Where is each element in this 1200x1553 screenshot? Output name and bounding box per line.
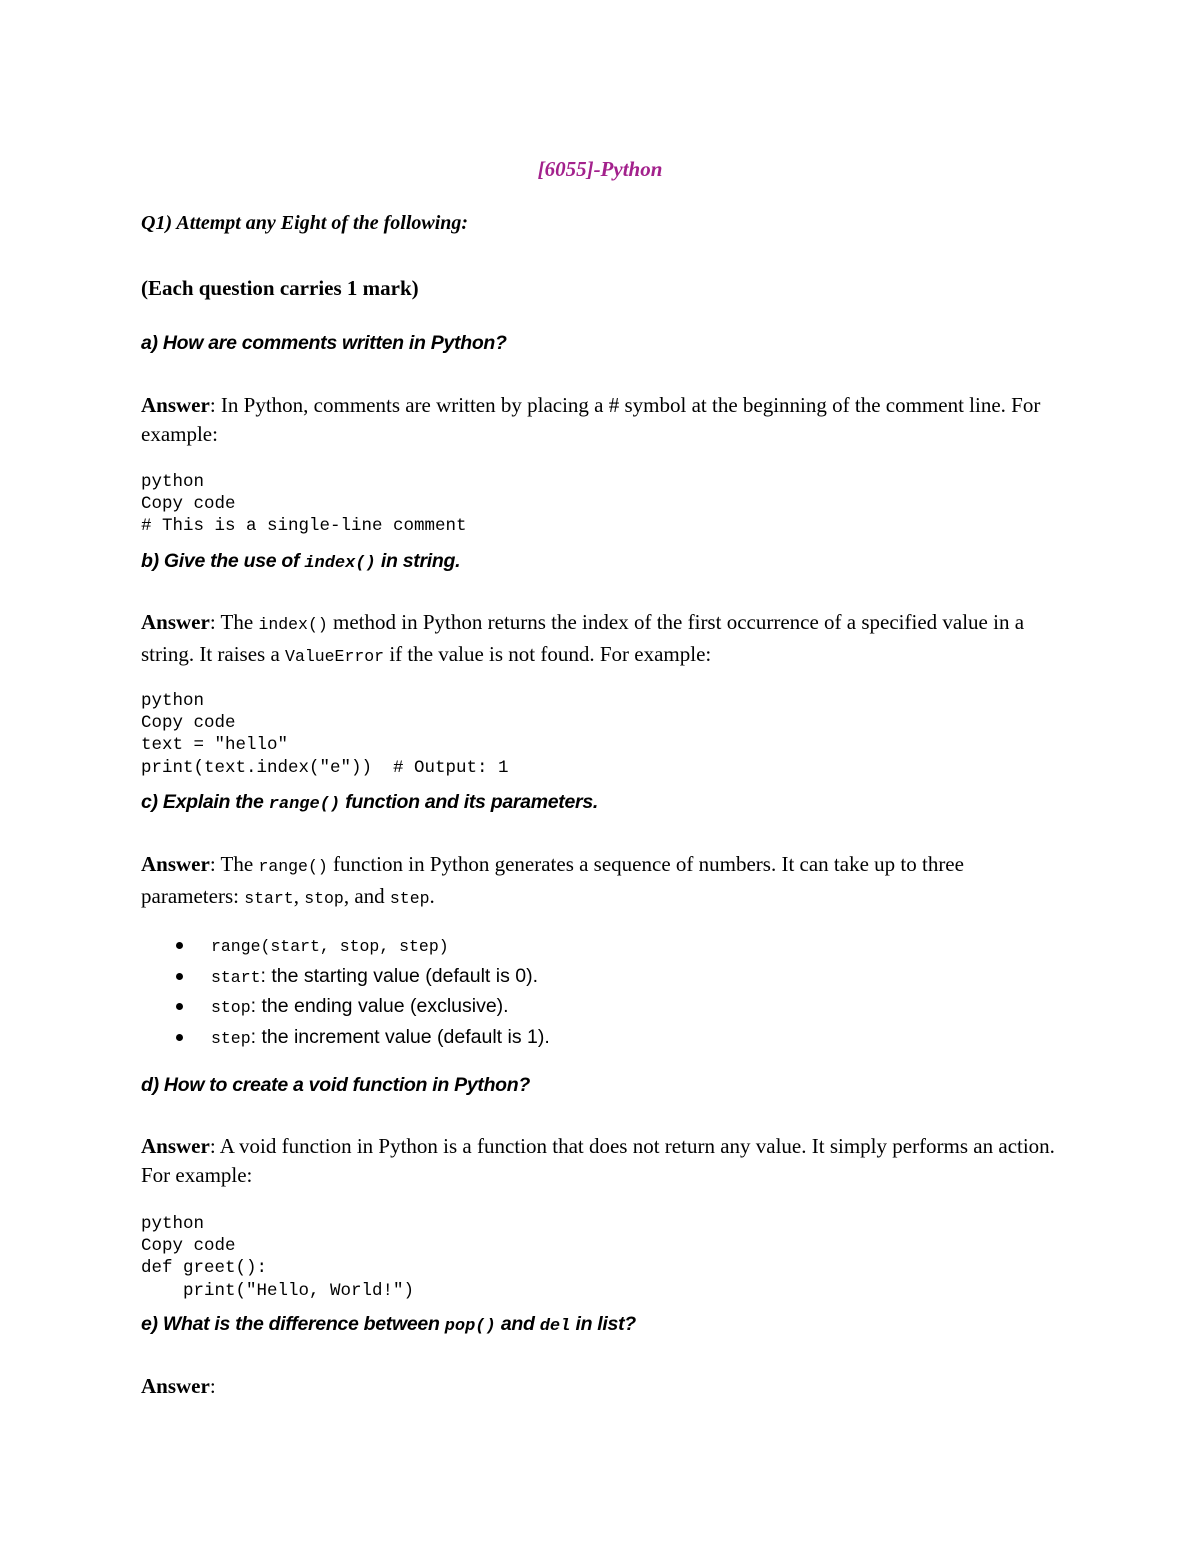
question-a-heading: a) How are comments written in Python? [141, 332, 507, 354]
list-item [141, 992, 550, 1023]
inline-code: index() [258, 615, 328, 634]
answer-text: , [293, 883, 305, 908]
inline-code: ValueError [285, 646, 385, 666]
answer-label: Answer [141, 610, 210, 634]
heading-code: index() [304, 554, 376, 573]
answer-text: : A void function in Python is a function that does not return any value. It simply performs an action. For example: [141, 1134, 1055, 1187]
code-line: python [141, 1214, 205, 1234]
answer-text: : In Python, comments are written by placing a # symbol at the beginning of the comment line. For example: [141, 393, 1041, 446]
heading-text: in string. [375, 550, 461, 572]
inline-code: stop [211, 998, 251, 1017]
code-line: Copy code [141, 713, 236, 734]
list-item-text: : the ending value (exclusive). [250, 995, 509, 1017]
question-c-heading [141, 791, 598, 814]
list-item [141, 931, 550, 962]
answer-text: if the value is not found. For example: [384, 641, 712, 666]
inline-code: step [389, 888, 430, 908]
question-b-answer [141, 608, 1061, 671]
range-parameter-list [141, 931, 550, 1053]
answer-text: , and [343, 883, 390, 908]
code-line: # This is a single-line comment [141, 516, 467, 537]
heading-text: function and its parameters. [340, 791, 598, 813]
code-line: python [141, 691, 205, 711]
answer-text: function in Python generates a sequence of numbers. It can take up to three parameters: [141, 852, 964, 908]
list-item [141, 962, 550, 993]
inline-code: stop [304, 888, 344, 908]
inline-code: range() [258, 857, 328, 876]
question-c-answer [141, 850, 1061, 913]
inline-code: start [211, 967, 261, 987]
code-line: Copy code [141, 1236, 236, 1257]
answer-label: Answer [141, 852, 210, 876]
answer-label: Answer [141, 1134, 210, 1158]
code-line: python [141, 472, 205, 492]
code-block-d [141, 1213, 414, 1302]
answer-label: Answer [141, 1374, 210, 1398]
answer-text: : [209, 1374, 216, 1398]
code-line: def greet(): [141, 1258, 268, 1279]
answer-text: : The [209, 852, 259, 876]
list-item-text: : the starting value (default is 0). [260, 964, 538, 987]
heading-text: b) Give the use of [141, 550, 305, 572]
heading-text: c) Explain the [141, 791, 269, 813]
answer-text: : The [209, 610, 259, 634]
answer-text: method in Python returns the index of the first occurrence of a specified value in a string. It raises a [141, 610, 1025, 666]
question-e-answer [141, 1372, 1061, 1401]
code-block-a [141, 471, 467, 538]
heading-text: in list? [570, 1313, 636, 1335]
inline-code: range(start, stop, step) [211, 937, 449, 956]
answer-text: . [429, 883, 435, 908]
inline-code: step [211, 1028, 251, 1048]
question-b-heading [141, 550, 460, 573]
question-d-heading: d) How to create a void function in Python? [141, 1074, 531, 1096]
question-d-answer [141, 1132, 1061, 1189]
code-block-b [141, 690, 509, 779]
list-item [141, 1023, 550, 1054]
list-item-text: : the increment value (default is 1). [250, 1025, 550, 1048]
heading-text: and [495, 1313, 540, 1335]
code-line: print(text.index("e")) # Output: 1 [141, 757, 509, 778]
page-title: [6055]-Python [537, 157, 663, 181]
code-line: Copy code [141, 494, 236, 515]
heading-text: e) What is the difference between [141, 1313, 445, 1335]
inline-code: start [244, 888, 294, 908]
code-line: text = "hello" [141, 735, 289, 756]
code-line: print("Hello, World!") [141, 1280, 415, 1301]
heading-code: range() [268, 795, 341, 814]
heading-code: pop() [444, 1317, 496, 1336]
answer-label: Answer [141, 393, 210, 417]
question-a-answer [141, 391, 1061, 448]
section-instruction: Q1) Attempt any Eight of the following: [141, 212, 469, 234]
heading-code: del [539, 1317, 571, 1336]
marks-note: (Each question carries 1 mark) [141, 276, 419, 300]
question-e-heading [141, 1313, 636, 1336]
